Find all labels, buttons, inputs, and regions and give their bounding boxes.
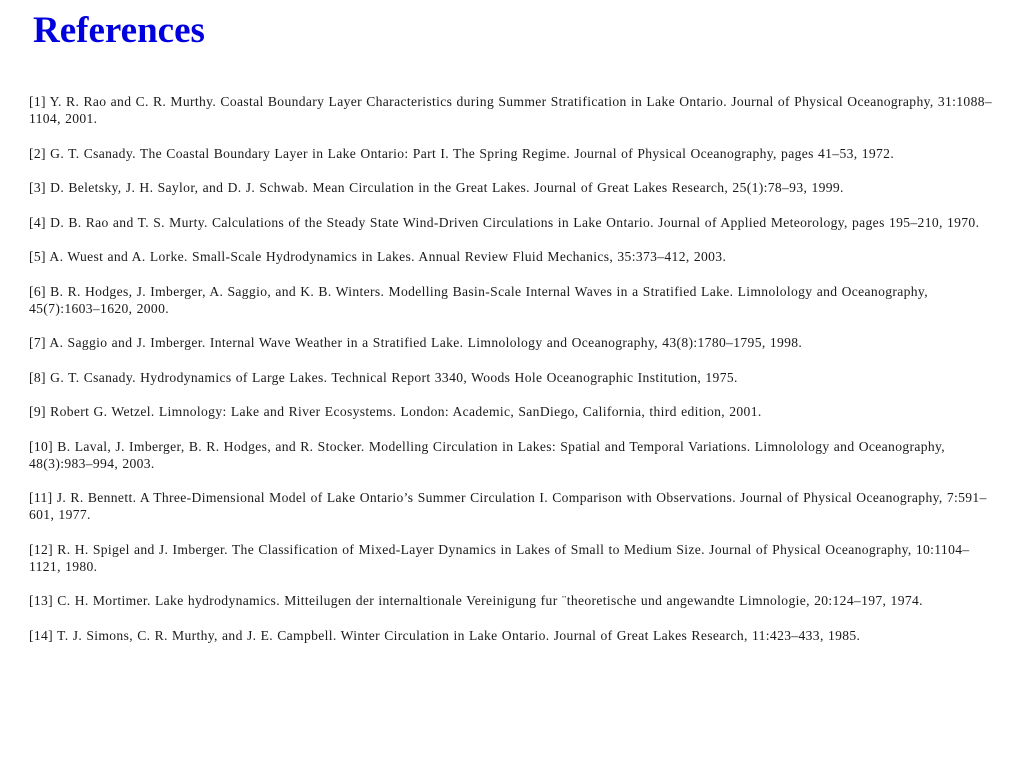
reference-item: [3] D. Beletsky, J. H. Saylor, and D. J. Schwab. Mean Circulation in the Great Lakes. Journal of Great Lakes Research, 25(1):78–93, 1999. — [29, 180, 844, 195]
reference-list — [29, 93, 995, 661]
reference-item: [7] A. Saggio and J. Imberger. Internal Wave Weather in a Stratified Lake. Limnolology and Oceanography, 43(8):1780–1795, 1998. — [29, 335, 803, 350]
reference-item: [10] B. Laval, J. Imberger, B. R. Hodges, and R. Stocker. Modelling Circulation in Lakes: Spatial and Temporal Variations. Limnolology and Oceanography, 48(3):983–994, 2003. — [29, 438, 946, 471]
reference-item: [14] T. J. Simons, C. R. Murthy, and J. E. Campbell. Winter Circulation in Lake Ontario. Journal of Great Lakes Research, 11:423–433, 1985. — [29, 627, 861, 643]
reference-item: [6] B. R. Hodges, J. Imberger, A. Saggio, and K. B. Winters. Modelling Basin-Scale Internal Waves in a Stratified Lake. Limnolology and Oceanography, 45(7):1603–1620, 2000. — [29, 283, 928, 316]
page-title: References — [33, 10, 205, 51]
reference-item: [2] G. T. Csanady. The Coastal Boundary Layer in Lake Ontario: Part I. The Spring Regime. Journal of Physical Oceanography, pages 41–53, 1972. — [29, 145, 895, 161]
reference-item: [11] J. R. Bennett. A Three-Dimensional Model of Lake Ontario’s Summer Circulation I. Comparison with Observations. Journal of Physical Oceanography, 7:591–601, 1977. — [29, 490, 987, 522]
reference-item: [8] G. T. Csanady. Hydrodynamics of Large Lakes. Technical Report 3340, Woods Hole Oceanographic Institution, 1975. — [29, 369, 738, 385]
reference-item: [12] R. H. Spigel and J. Imberger. The Classification of Mixed-Layer Dynamics in Lakes of Small to Medium Size. Journal of Physical Oceanography, 10:1104–1121, 1980. — [29, 541, 970, 574]
reference-item: [5] A. Wuest and A. Lorke. Small-Scale Hydrodynamics in Lakes. Annual Review Fluid Mechanics, 35:373–412, 2003. — [29, 249, 727, 264]
reference-item: [4] D. B. Rao and T. S. Murty. Calculations of the Steady State Wind-Driven Circulations in Lake Ontario. Journal of Applied Meteorology, pages 195–210, 1970. — [29, 214, 980, 230]
reference-item: [9] Robert G. Wetzel. Limnology: Lake and River Ecosystems. London: Academic, SanDiego, California, third edition, 2001. — [29, 404, 762, 419]
reference-item: [1] Y. R. Rao and C. R. Murthy. Coastal Boundary Layer Characteristics during Summer Stratification in Lake Ontario. Journal of Physical Oceanography, 31:1088–1104, 2001. — [29, 94, 993, 126]
reference-item: [13] C. H. Mortimer. Lake hydrodynamics. Mitteilugen der internaltionale Vereinigung fur ¨theoretische und angewandte Limnologie, 20:124–197, 1974. — [29, 593, 923, 608]
